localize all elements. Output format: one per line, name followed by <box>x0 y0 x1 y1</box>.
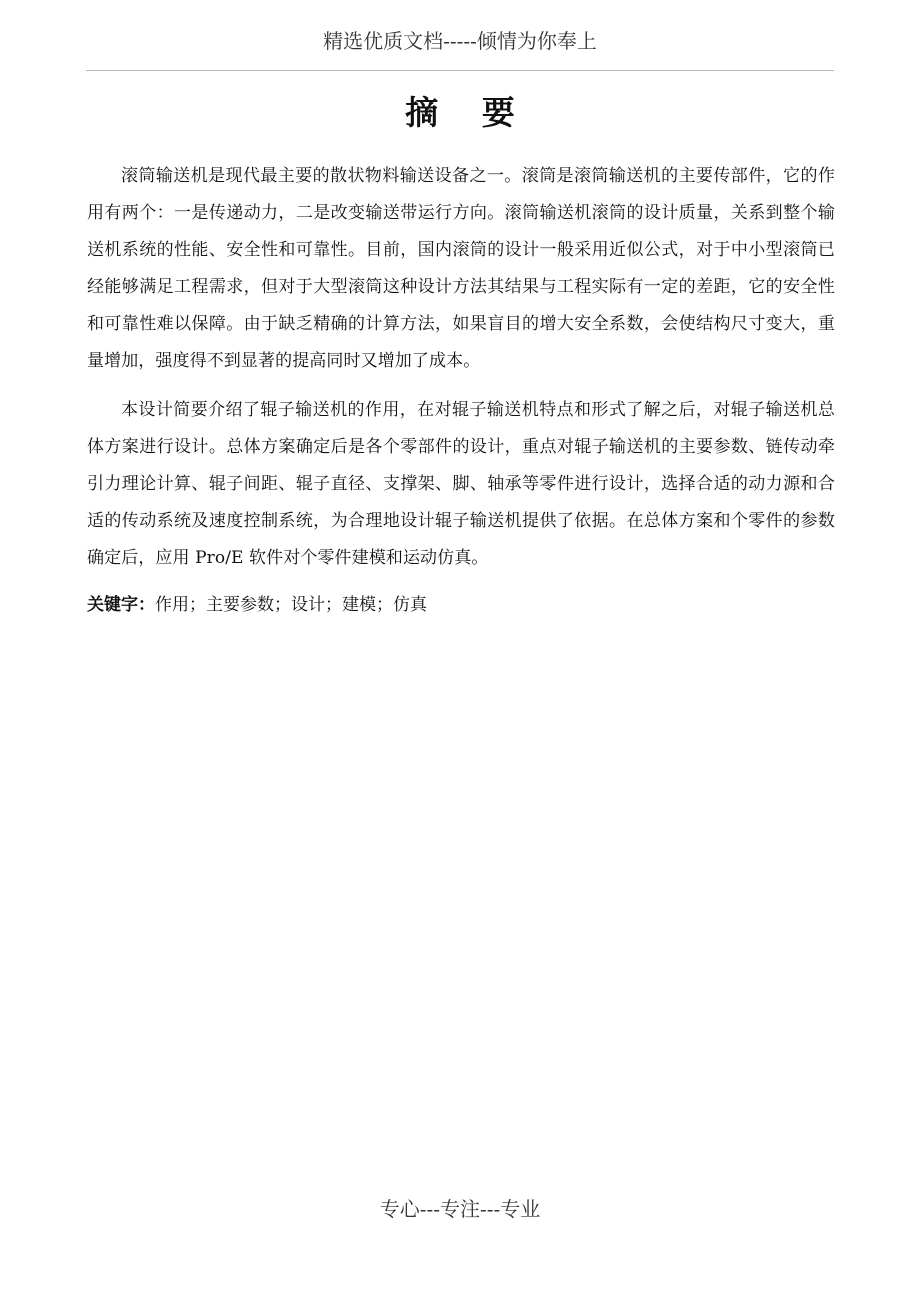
keywords-line <box>87 590 835 620</box>
header-divider <box>86 70 834 71</box>
abstract-title: 摘 要 <box>405 93 531 132</box>
abstract-paragraph-1-block <box>87 158 835 380</box>
abstract-paragraph-2-block <box>87 392 835 577</box>
abstract-paragraph-1: 滚筒输送机是现代最主要的散状物料输送设备之一。滚筒是滚筒输送机的主要传部件，它的作用有两个：一是传递动力，二是改变输送带运行方向。滚筒输送机滚筒的设计质量，关系到整个输送机系统的性能、安全性和可靠性。目前，国内滚筒的设计一般采用近似公式，对于中小型滚筒已经能够满足工程需求，但对于大型滚筒这种设计方法其结果与工程实际有一定的差距，它的安全性和可靠性难以保障。由于缺乏精确的计算方法，如果盲目的增大安全系数，会使结构尺寸变大，重量增加，强度得不到显著的提高同时又增加了成本。 <box>87 166 835 371</box>
keywords-text: 作用；主要参数；设计；建模；仿真 <box>155 595 427 615</box>
page-header: 精选优质文档-----倾情为你奉上 <box>323 29 597 53</box>
page-footer: 专心---专注---专业 <box>379 1197 541 1221</box>
abstract-paragraph-2: 本设计简要介绍了辊子输送机的作用，在对辊子输送机特点和形式了解之后，对辊子输送机总体方案进行设计。总体方案确定后是各个零部件的设计，重点对辊子输送机的主要参数、链传动牵引力理论计算、辊子间距、辊子直径、支撑架、脚、轴承等零件进行设计，选择合适的动力源和合适的传动系统及速度控制系统，为合理地设计辊子输送机提供了依据。在总体方案和个零件的参数确定后，应用 Pro/E 软件对个零件建模和运动仿真。 <box>87 400 835 568</box>
keywords-label: 关键字： <box>87 595 155 615</box>
